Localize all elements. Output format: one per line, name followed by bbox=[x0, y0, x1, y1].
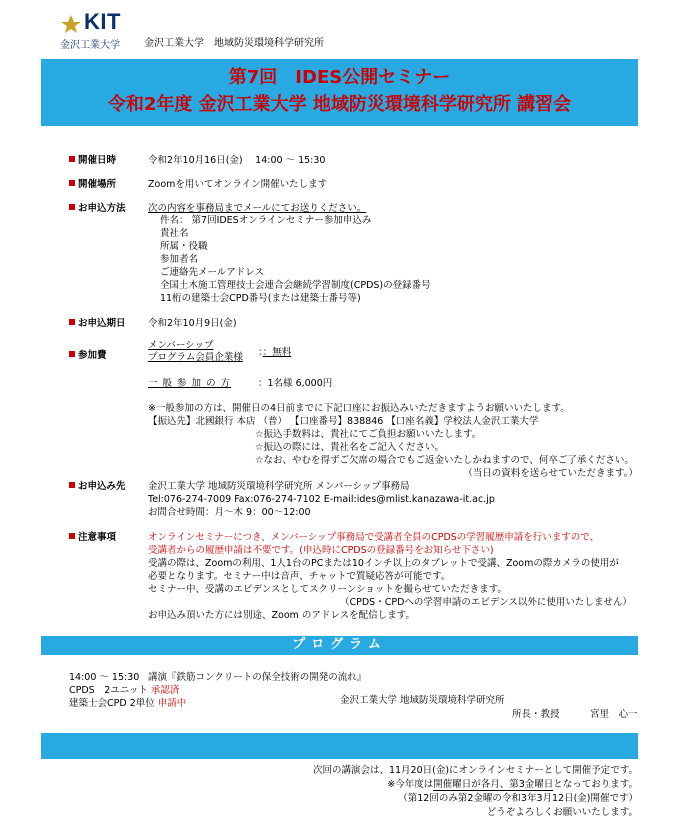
fee-note: ☆振込手数料は、貴社にてご負担お願いいたします。 bbox=[255, 429, 482, 440]
program-cpds-units: CPDS 2ユニット bbox=[69, 685, 148, 696]
apply-intro: 次の内容を事務局までメールにてお送りください。 bbox=[148, 203, 367, 214]
bullet-icon bbox=[69, 180, 75, 186]
fee-member-line2: プログラム会員企業様 bbox=[148, 352, 243, 363]
notes-line: 受講の際は、Zoomの利用、1人1台のPCまたは10インチ以上のタブレットで受講、Zoomの際カメラの使用が bbox=[148, 558, 619, 569]
program-title: プログラム bbox=[292, 637, 387, 652]
bullet-icon bbox=[69, 533, 75, 539]
next-event-emphasis: 開催曜日が各月、第3金曜日 bbox=[433, 779, 554, 790]
contact-hours: お問合せ時間：月～木 9：00～12:00 bbox=[148, 507, 311, 518]
fee-label: 参加費 bbox=[69, 350, 107, 362]
banner-title-line1: 第7回 IDES公開セミナー bbox=[228, 67, 451, 88]
notes-line: セミナー中、受講のエビデンスとしてスクリーンショットを撮らせていただきます。 bbox=[148, 584, 507, 595]
apply-item: 貴社名 bbox=[160, 228, 189, 239]
place-value: Zoomを用いてオンライン開催いたします bbox=[148, 179, 328, 190]
bullet-icon bbox=[69, 204, 75, 210]
next-event-line4: どうぞよろしくお願いいたします。 bbox=[486, 807, 638, 818]
speaker-org: 金沢工業大学 地域防災環境科学研究所 bbox=[340, 695, 505, 706]
title-banner bbox=[41, 59, 638, 126]
fee-note: ☆振込の際には、貴社名をご記入ください。 bbox=[255, 442, 445, 453]
speaker-role: 所長・教授 bbox=[512, 709, 560, 720]
program-header-bar bbox=[41, 636, 638, 655]
notes-red-line2: 受講者からの履歴申請は不要です。(申込時にCPDSの登録番号をお知らせ下さい) bbox=[148, 545, 494, 556]
bullet-icon bbox=[69, 482, 75, 488]
bullet-icon bbox=[69, 156, 75, 162]
fee-member-value: ：：無料 bbox=[258, 347, 292, 358]
next-event-line2 bbox=[387, 779, 638, 791]
program-cpd bbox=[69, 698, 186, 710]
apply-item: 全国土木施工管理技士会連合会継続学習制度(CPDS)の登録番号 bbox=[160, 280, 431, 291]
apply-item: 件名： 第7回IDESオンラインセミナー参加申込み bbox=[160, 215, 372, 226]
date-label: 開催日時 bbox=[69, 155, 116, 167]
fee-general-label: 一 般 参 加 の 方 bbox=[148, 378, 232, 389]
fee-note: ※一般参加の方は、開催日の4日前までに下記口座にお振込みいただきますようお願いいたします。 bbox=[148, 403, 570, 414]
bullet-icon bbox=[69, 351, 75, 357]
program-cpds bbox=[69, 685, 179, 697]
fee-note: ☆なお、やむを得ずご欠席の場合でもご返金いたしかねますので、何卒ご了承ください。 bbox=[255, 455, 634, 466]
next-event-line3: （第12回のみ第2金曜の令和3年3月12日(金)開催です） bbox=[398, 793, 638, 804]
program-time: 14:00 ～ 15:30 bbox=[69, 672, 140, 683]
contact-phone-email: Tel:076-274-7009 Fax:076-274-7102 E-mail:ides@mlist.kanazawa-it.ac.jp bbox=[148, 494, 495, 505]
notes-red-line1: オンラインセミナーにつき、メンバーシップ事務局で受講者全員のCPDSの学習履歴申請を行いますので、 bbox=[148, 532, 600, 543]
fee-member-price: ：無料 bbox=[262, 347, 292, 358]
program-cpd-status: 申請中 bbox=[157, 698, 187, 709]
kit-emblem-icon bbox=[60, 14, 82, 34]
bottom-bar bbox=[41, 733, 638, 759]
logo-subtitle: 金沢工業大学 bbox=[60, 40, 120, 51]
fee-general-value: ：1名様 6,000円 bbox=[258, 378, 333, 389]
notes-line: お申込み頂いた方には別途、Zoom のアドレスを配信します。 bbox=[148, 610, 415, 621]
contact-label: お申込み先 bbox=[69, 481, 126, 493]
place-label: 開催場所 bbox=[69, 179, 116, 191]
next-event-prefix: ※今年度は bbox=[387, 779, 434, 790]
fee-note: （当日の資料を送らせていただきます。） bbox=[463, 468, 638, 479]
banner-title-line2: 令和2年度 金沢工業大学 地域防災環境科学研究所 講習会 bbox=[107, 94, 572, 115]
fee-member-line1: メンバーシップ bbox=[148, 340, 214, 351]
notes-line: 必要となります。セミナー中は音声、チャットで質疑応答が可能です。 bbox=[148, 571, 451, 582]
deadline-label: お申込期日 bbox=[69, 318, 126, 330]
deadline-value: 令和2年10月9日(金) bbox=[148, 318, 237, 329]
apply-item: ご連絡先メールアドレス bbox=[160, 267, 265, 278]
notes-line: （CPDS・CPDへの学習申請のエビデンス以外に使用いたしません） bbox=[340, 597, 632, 608]
apply-item: 11桁の建築士会CPD番号(または建築士番号等) bbox=[160, 293, 361, 304]
apply-item: 参加者名 bbox=[160, 254, 199, 265]
program-lecture: 講演『鉄筋コンクリートの保全技術の開発の流れ』 bbox=[148, 672, 367, 683]
contact-org: 金沢工業大学 地域防災環境科学研究所 メンバーシップ事務局 bbox=[148, 481, 410, 492]
bullet-icon bbox=[69, 319, 75, 325]
next-event-suffix: となっております。 bbox=[553, 779, 638, 790]
program-cpds-status: 承認済 bbox=[150, 685, 180, 696]
logo-text: KIT bbox=[84, 9, 121, 34]
fee-bank-info: 【振込先】北國銀行 本店 （普） 【口座番号】838846 【口座名義】学校法人金沢工業大学 bbox=[148, 416, 539, 427]
apply-label: お申込方法 bbox=[69, 203, 126, 215]
program-cpd-units: 建築士会CPD 2単位 bbox=[69, 698, 155, 709]
header-organization: 金沢工業大学 地域防災環境科学研究所 bbox=[144, 38, 324, 49]
next-event-line1: 次回の講演会は、11月20日(金)にオンラインセミナーとして開催予定です。 bbox=[312, 765, 638, 776]
date-value: 令和2年10月16日(金) 14:00 ～ 15:30 bbox=[148, 155, 326, 166]
apply-item: 所属・役職 bbox=[160, 241, 208, 252]
notes-label: 注意事項 bbox=[69, 532, 116, 544]
speaker-name: 宮里 心一 bbox=[590, 709, 638, 720]
